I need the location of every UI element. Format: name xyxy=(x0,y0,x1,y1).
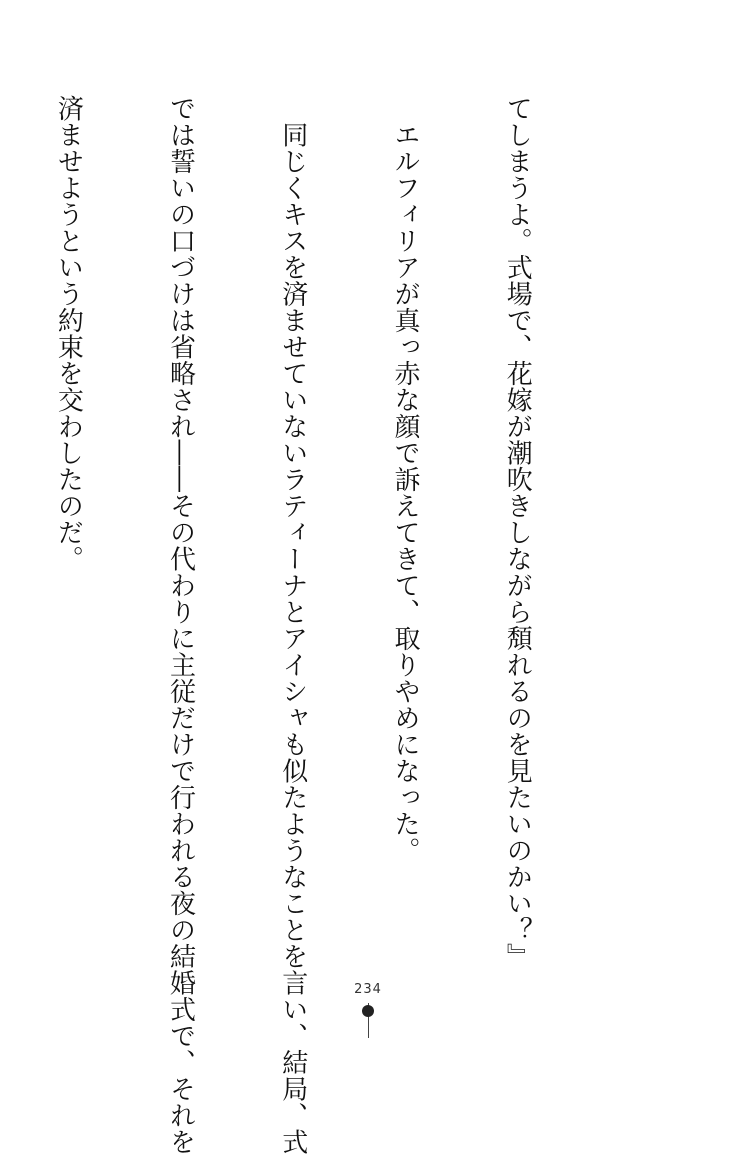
text-line: 済ませようという約束を交わしたのだ。 xyxy=(53,95,84,572)
text-line: エルフィリアが真っ赤な顔で訴えてきて、取りやめになった。 xyxy=(389,95,420,864)
text-line: てしまうよ。式場で、花嫁が潮吹きしながら頽れるのを見たいのかい？』 xyxy=(502,95,533,970)
page-number: 234 xyxy=(354,982,382,997)
page-marker-dot xyxy=(362,1005,374,1017)
text-line: 同じくキスを済ませていないラティーナとアイシャも似たようなことを言い、結局、式 xyxy=(277,95,308,1155)
text-line: では誓いの口づけは省略され――その代わりに主従だけで行われる夜の結婚式で、それを xyxy=(165,95,196,1155)
